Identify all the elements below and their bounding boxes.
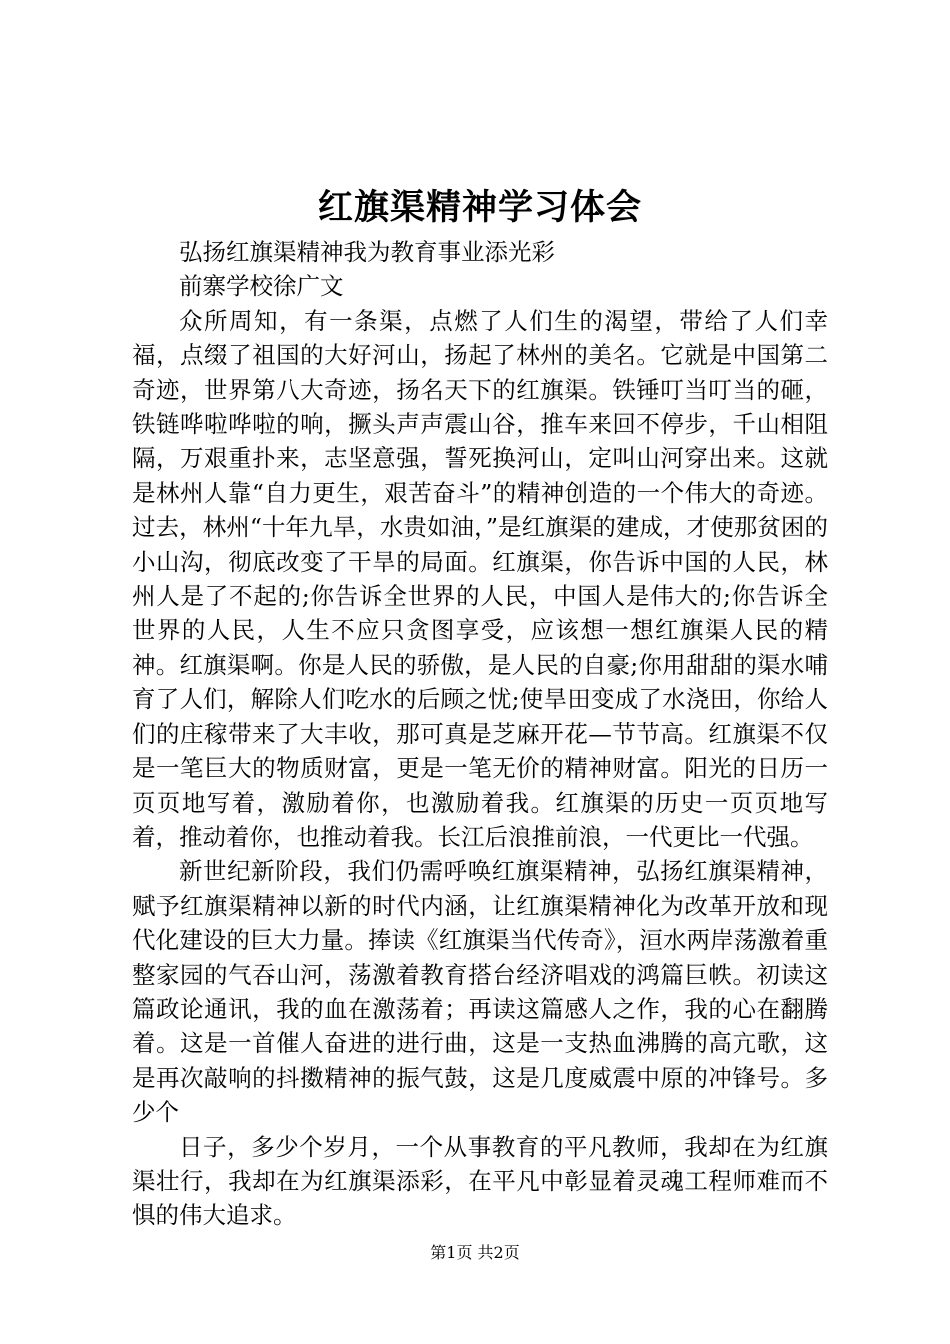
body-paragraph-2: 新世纪新阶段，我们仍需呼唤红旗渠精神，弘扬红旗渠精神，赋予红旗渠精神以新的时代内涵，让红旗渠精神化为改革开放和现代化建设的巨大力量。捧读《红旗渠当代传奇》，洹水两岸荡激着重整家园的气吞山河，荡激着教育搭台经济唱戏的鸿篇巨帙。初读这篇政论通讯，我的血在激荡着；再读这篇感人之作，我的心在翻腾着。这是一首催人奋进的进行曲，这是一支热血沸腾的高亢歌，这是再次敲响的抖擞精神的振气鼓，这是几度威震中原的冲锋号。多少个 [132,857,828,1127]
page-footer: 第1页 共2页 [430,1243,520,1262]
subtitle-line: 弘扬红旗渠精神我为教育事业添光彩 [179,238,555,266]
body-paragraph-3: 日子，多少个岁月，一个从事教育的平凡教师，我却在为红旗渠壮行，我却在为红旗渠添彩，在平凡中彰显着灵魂工程师难而不惧的伟大追求。 [132,1132,828,1230]
document-title: 红旗渠精神学习体会 [317,187,642,228]
author-line: 前寨学校徐广文 [179,272,344,301]
body-paragraph-1: 众所周知，有一条渠，点燃了人们生的渴望，带给了人们幸福，点缀了祖国的大好河山，扬起了林州的美名。它就是中国第二奇迹，世界第八大奇迹，扬名天下的红旗渠。铁锤叮当叮当的砸，铁链哗啦哗啦的响，撅头声声震山谷，推车来回不停步，千山相阻隔，万艰重扑来，志坚意强，誓死换河山，定叫山河穿出来。这就是林州人靠“自力更生，艰苦奋斗”的精神创造的一个伟大的奇迹。过去，林州“十年九旱，水贵如油，”是红旗渠的建成，才使那贫困的小山沟，彻底改变了干旱的局面。红旗渠，你告诉中国的人民，林州人是了不起的;你告诉全世界的人民，中国人是伟大的;你告诉全世界的人民，人生不应只贪图享受，应该想一想红旗渠人民的精神。红旗渠啊。你是人民的骄傲，是人民的自豪;你用甜甜的渠水哺育了人们，解除人们吃水的后顾之忧;使旱田变成了水浇田，你给人们的庄稼带来了大丰收，那可真是芝麻开花—节节高。红旗渠不仅是一笔巨大的物质财富，更是一笔无价的精神财富。阳光的日历一页页地写着，激励着你，也激励着我。红旗渠的历史一页页地写着，推动着你，也推动着我。长江后浪推前浪，一代更比一代强。 [132,306,828,851]
document-page [132,0,828,1344]
document-body [132,235,828,1233]
